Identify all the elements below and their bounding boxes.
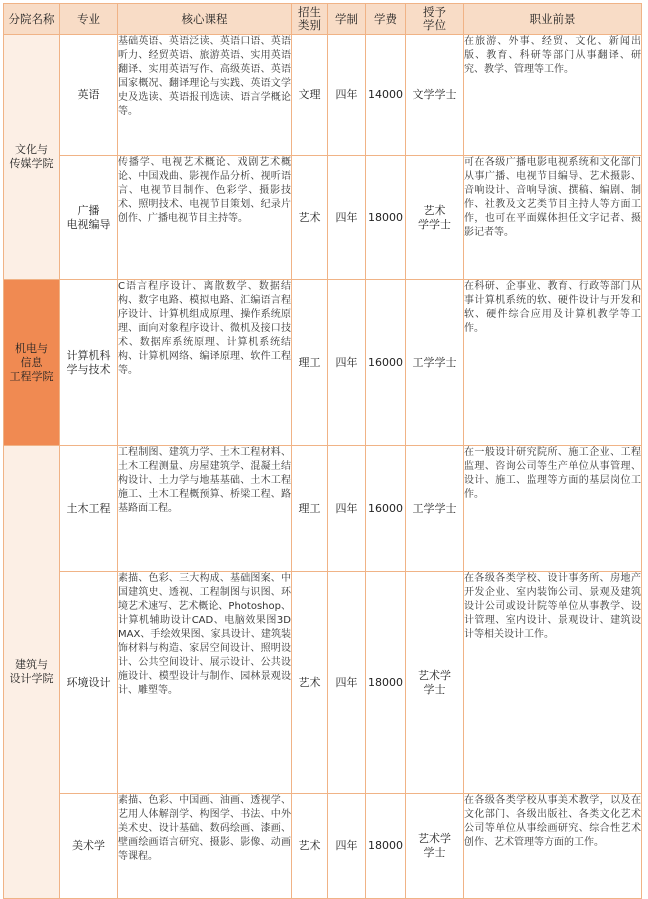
major-cell: 美术学: [60, 794, 118, 899]
category-cell: 艺术: [292, 156, 328, 280]
header-category: 招生 类别: [292, 4, 328, 35]
duration-cell: 四年: [328, 280, 366, 446]
category-cell: 理工: [292, 280, 328, 446]
careers-cell: 可在各级广播电影电视系统和文化部门从事广播、电视节目编导、艺术摄影、音响设计、音响导演、撰稿、编剧、制作、社教及文艺类节目主持人等方面工作，也可在平面媒体担任文字记者、摄影记者等。: [464, 156, 642, 280]
degree-cell: 文学学士: [406, 35, 464, 156]
table-row: [4, 35, 642, 156]
fee-cell: 16000: [366, 280, 406, 446]
header-dept: 分院名称: [4, 4, 60, 35]
header-duration: 学制: [328, 4, 366, 35]
courses-cell: 素描、色彩、三大构成、基础图案、中国建筑史、透视、工程制图与识图、环境艺术速写、艺术概论、Photoshop、计算机辅助设计CAD、电脑效果图3DMAX、手绘效果图、家具设计、建筑装饰材料与构造、家居空间设计、照明设计、公共空间设计、展示设计、公共设施设计、模型设计与制作、园林景观设计、雕塑等。: [118, 572, 292, 794]
category-cell: 文理: [292, 35, 328, 156]
table-row: [4, 156, 642, 280]
courses-cell: C语言程序设计、离散数学、数据结构、数字电路、模拟电路、汇编语言程序设计、计算机组成原理、操作系统原理、面向对象程序设计、微机及接口技术、数据库系统原理、计算机系统结构、计算机网络、编译原理、软件工程等。: [118, 280, 292, 446]
fee-cell: 18000: [366, 572, 406, 794]
category-cell: 艺术: [292, 794, 328, 899]
major-cell: 计算机科 学与技术: [60, 280, 118, 446]
degree-cell: 工学学士: [406, 446, 464, 572]
degree-cell: 工学学士: [406, 280, 464, 446]
table-row: [4, 280, 642, 446]
dept-cell-mech-info: 机电与 信息 工程学院: [4, 280, 60, 446]
category-cell: 艺术: [292, 572, 328, 794]
degree-cell: 艺术学 学士: [406, 572, 464, 794]
category-cell: 理工: [292, 446, 328, 572]
dept-cell-arch-design: 建筑与 设计学院: [4, 446, 60, 899]
careers-cell: 在一般设计研究院所、施工企业、工程监理、咨询公司等生产单位从事管理、设计、施工、监理等方面的基层岗位工作。: [464, 446, 642, 572]
major-cell: 土木工程: [60, 446, 118, 572]
courses-cell: 传播学、电视艺术概论、戏剧艺术概论、中国戏曲、影视作品分析、视听语言、电视节目制作、色彩学、摄影技术、照明技术、电视节目策划、纪录片创作、广播电视节目主持等。: [118, 156, 292, 280]
courses-cell: 工程制图、建筑力学、土木工程材料、土木工程测量、房屋建筑学、混凝土结构设计、土力学与地基基础、土木工程施工、土木工程概预算、桥梁工程、路基路面工程。: [118, 446, 292, 572]
fee-cell: 16000: [366, 446, 406, 572]
table-row: [4, 572, 642, 794]
dept-cell-culture-media: 文化与 传媒学院: [4, 35, 60, 280]
header-row: [4, 4, 642, 35]
duration-cell: 四年: [328, 572, 366, 794]
duration-cell: 四年: [328, 35, 366, 156]
header-courses: 核心课程: [118, 4, 292, 35]
courses-cell: 素描、色彩、中国画、油画、透视学、艺用人体解剖学、构图学、书法、中外美术史、设计基础、数码绘画、漆画、壁画绘画语言研究、摄影、影像、动画等课程。: [118, 794, 292, 899]
duration-cell: 四年: [328, 794, 366, 899]
careers-cell: 在各级各类学校从事美术教学，以及在文化部门、各级出版社、各类文化艺术公司等单位从事绘画研究、综合性艺术创作、艺术管理等方面的工作。: [464, 794, 642, 899]
header-careers: 职业前景: [464, 4, 642, 35]
fee-cell: 14000: [366, 35, 406, 156]
major-cell: 广播 电视编导: [60, 156, 118, 280]
table-row: [4, 446, 642, 572]
header-major: 专业: [60, 4, 118, 35]
major-cell: 英语: [60, 35, 118, 156]
degree-cell: 艺术学 学士: [406, 794, 464, 899]
courses-cell: 基础英语、英语泛读、英语口语、英语听力、经贸英语、旅游英语、实用英语翻译、实用英语写作、高级英语、英语国家概况、翻译理论与实践、英语文学史及选读、英语报刊选读、语言学概论等。: [118, 35, 292, 156]
major-table: [3, 3, 642, 899]
fee-cell: 18000: [366, 156, 406, 280]
table-row: [4, 794, 642, 899]
duration-cell: 四年: [328, 156, 366, 280]
careers-cell: 在科研、企事业、教育、行政等部门从事计算机系统的软、硬件设计与开发和软、硬件综合应用及计算机教学等工作。: [464, 280, 642, 446]
degree-cell: 艺术 学学士: [406, 156, 464, 280]
header-fee: 学费: [366, 4, 406, 35]
major-cell: 环境设计: [60, 572, 118, 794]
header-degree: 授予 学位: [406, 4, 464, 35]
careers-cell: 在各级各类学校、设计事务所、房地产开发企业、室内装饰公司、景观及建筑设计公司或设计院等单位从事教学、设计管理、室内设计、景观设计、建筑设计等相关设计工作。: [464, 572, 642, 794]
duration-cell: 四年: [328, 446, 366, 572]
careers-cell: 在旅游、外事、经贸、文化、新闻出版、教育、科研等部门从事翻译、研究、教学、管理等工作。: [464, 35, 642, 156]
fee-cell: 18000: [366, 794, 406, 899]
